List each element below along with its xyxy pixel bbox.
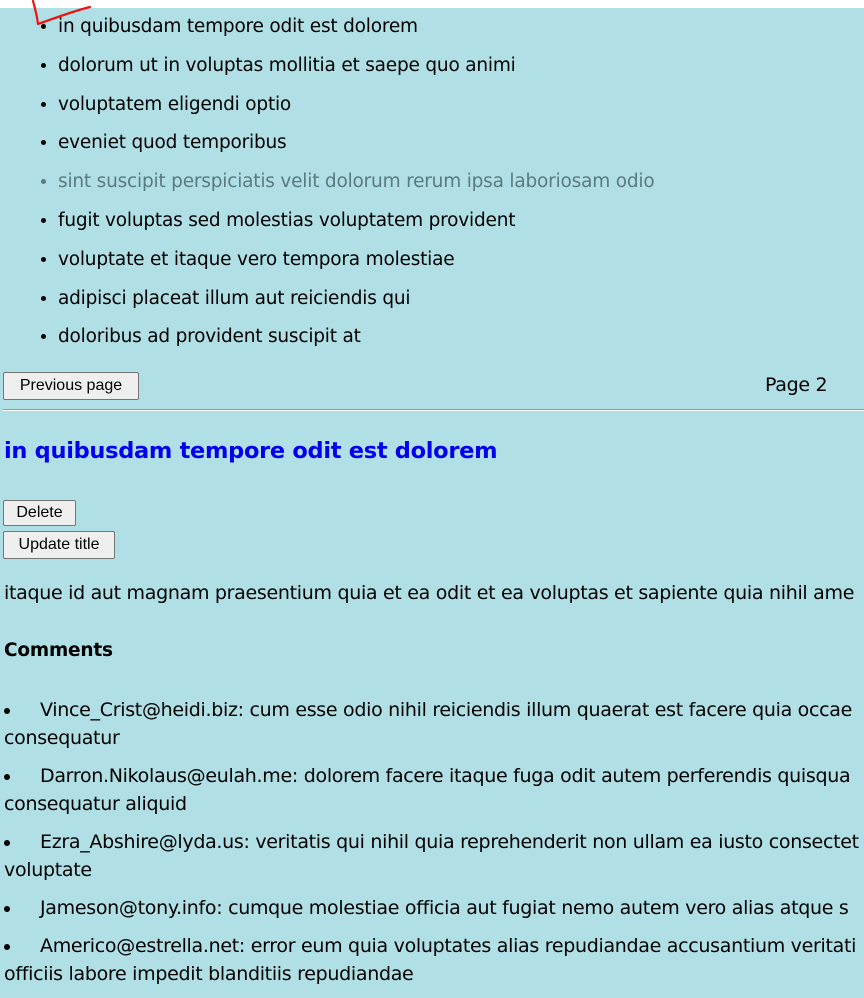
comment-text: Americo@estrella.net: error eum quia voluptates alias repudiandae accusantium veritati: [40, 935, 857, 957]
post-body: itaque id aut magnam praesentium quia et ea odit et ea voluptas et sapiente quia nihil ame: [4, 582, 855, 604]
comment-item: [4, 696, 864, 752]
comment-item: [4, 894, 864, 922]
comment-item: [4, 828, 864, 884]
comment-text-continuation: consequatur aliquid: [4, 793, 187, 815]
comment-text: Darron.Nikolaus@eulah.me: dolorem facere itaque fuga odit autem perferendis quisqua: [40, 765, 851, 787]
post-list-item[interactable]: • voluptate et itaque vero tempora molestiae: [58, 241, 654, 280]
comment-item: [4, 932, 864, 988]
comments-list: [4, 696, 864, 998]
post-list-item[interactable]: • voluptatem eligendi optio: [58, 86, 654, 125]
post-title: in quibusdam tempore odit est dolorem: [4, 438, 498, 464]
comment-text: Vince_Crist@heidi.biz: cum esse odio nihil reiciendis illum quaerat est facere quia occae: [40, 699, 853, 721]
post-list-item[interactable]: • eveniet quod temporibus: [58, 124, 654, 163]
comment-text: Ezra_Abshire@lyda.us: veritatis qui nihil quia reprehenderit non ullam ea iusto consectet: [40, 831, 859, 853]
comment-text-continuation: voluptate: [4, 859, 92, 881]
post-list-item[interactable]: • doloribus ad provident suscipit at: [58, 318, 654, 357]
post-list-item[interactable]: • adipisci placeat illum aut reiciendis qui: [58, 280, 654, 319]
page-indicator: Page 2: [765, 374, 828, 396]
app-root: [0, 8, 864, 998]
post-list-item[interactable]: • dolorum ut in voluptas mollitia et saepe quo animi: [58, 47, 654, 86]
post-list-item[interactable]: • fugit voluptas sed molestias voluptatem provident: [58, 202, 654, 241]
update-title-button[interactable]: Update title: [3, 531, 115, 559]
comment-text: Jameson@tony.info: cumque molestiae officia aut fugiat nemo autem vero alias atque s: [40, 897, 849, 919]
comment-text-continuation: officiis labore impedit blanditiis repudiandae: [4, 963, 414, 985]
post-list-item[interactable]: • in quibusdam tempore odit est dolorem: [58, 8, 654, 47]
comment-item: [4, 762, 864, 818]
posts-list: [0, 8, 654, 357]
comment-text-continuation: consequatur: [4, 727, 120, 749]
divider: [3, 409, 864, 411]
previous-page-button[interactable]: Previous page: [3, 372, 139, 400]
comments-heading: Comments: [4, 640, 113, 661]
delete-button[interactable]: Delete: [3, 500, 76, 526]
post-list-item-dimmed[interactable]: • sint suscipit perspiciatis velit dolorum rerum ipsa laboriosam odio: [58, 163, 654, 202]
